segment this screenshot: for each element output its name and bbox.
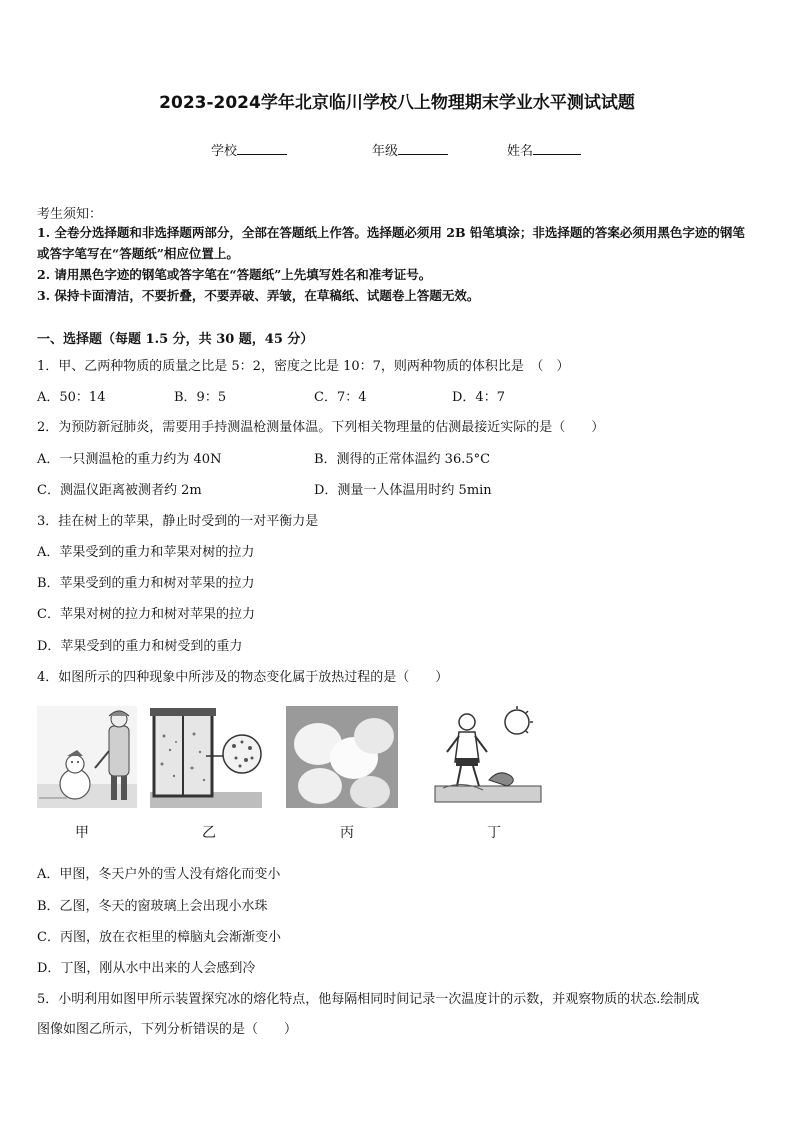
figure-snowman-image — [37, 706, 137, 808]
figure-label-ding: 丁 — [487, 825, 501, 841]
notice-item-2: 2. 请用黑色字迹的钢笔或答字笔在“答题纸”上先填写姓名和准考证号。 — [37, 267, 432, 282]
figure-label-jia: 甲 — [75, 825, 89, 841]
q2-option-b[interactable]: B．测得的正常体温约 36.5°C — [314, 452, 491, 467]
student-info-fields — [0, 140, 794, 160]
q4-option-b[interactable]: B．乙图，冬天的窗玻璃上会出现小水珠 — [37, 899, 268, 914]
name-label: 姓名 — [507, 144, 534, 159]
name-blank[interactable] — [533, 141, 581, 155]
question-5-stem-line-2: 图像如图乙所示，下列分析错误的是（ ） — [37, 1022, 298, 1037]
school-field[interactable] — [211, 140, 287, 159]
question-2-stem: 2．为预防新冠肺炎，需要用手持测温枪测量体温。下列相关物理量的估测最接近实际的是（ ） — [37, 420, 605, 435]
notice-item-3: 3. 保持卡面清洁，不要折叠，不要弄破、弄皱，在草稿纸、试题卷上答题无效。 — [37, 288, 480, 303]
q4-option-c[interactable]: C．丙图，放在衣柜里的樟脑丸会渐渐变小 — [37, 930, 281, 945]
notice-label: 考生须知： — [37, 207, 103, 222]
question-1-stem: 1．甲、乙两种物质的质量之比是 5：2，密度之比是 10：7，则两种物质的体积比是 （ ） — [37, 359, 570, 374]
figure-label-yi: 乙 — [202, 825, 216, 841]
question-3-stem: 3．挂在树上的苹果，静止时受到的一对平衡力是 — [37, 514, 319, 529]
figure-mothballs-image — [286, 706, 398, 808]
q1-option-a[interactable]: A．50：14 — [37, 390, 106, 405]
q3-option-b[interactable]: B．苹果受到的重力和树对苹果的拉力 — [37, 576, 255, 591]
q2-option-c[interactable]: C．测温仪距离被测者约 2m — [37, 483, 202, 498]
figure-window-image — [150, 706, 262, 808]
q2-option-d[interactable]: D．测量一人体温用时约 5min — [314, 483, 492, 498]
name-field[interactable] — [507, 140, 581, 159]
q2-option-a[interactable]: A．一只测温枪的重力约为 40N — [37, 452, 222, 467]
grade-blank[interactable] — [398, 141, 448, 155]
q1-option-d[interactable]: D．4：7 — [452, 390, 505, 405]
grade-label: 年级 — [372, 144, 399, 159]
section-title: 一、选择题（每题 1.5 分，共 30 题，45 分） — [37, 332, 314, 347]
q4-option-a[interactable]: A．甲图，冬天户外的雪人没有熔化而变小 — [37, 867, 281, 882]
q1-option-b[interactable]: B．9：5 — [174, 390, 227, 405]
question-4-stem: 4．如图所示的四种现象中所涉及的物态变化属于放热过程的是（ ） — [37, 670, 449, 685]
q3-option-a[interactable]: A．苹果受到的重力和苹果对树的拉力 — [37, 545, 255, 560]
school-blank[interactable] — [237, 141, 287, 155]
figure-label-bing: 丙 — [340, 825, 354, 841]
page-title: 2023-2024学年北京临川学校八上物理期末学业水平测试试题 — [159, 93, 635, 113]
notice-item-1: 1. 全卷分选择题和非选择题两部分，全部在答题纸上作答。选择题必须用 2B 铅笔填涂；非选择题的答案必须用黑色字迹的钢笔或答字笔写在“答题纸”相应位置上。 — [37, 225, 745, 261]
q4-option-d[interactable]: D．丁图，刚从水中出来的人会感到冷 — [37, 961, 256, 976]
figure-swimmer-image — [433, 706, 543, 808]
grade-field[interactable] — [372, 140, 448, 159]
question-5-stem-line-1: 5．小明利用如图甲所示装置探究冰的熔化特点，他每隔相同时间记录一次温度计的示数，并观察物质的状态.绘制成 — [37, 992, 700, 1007]
school-label: 学校 — [211, 144, 238, 159]
q3-option-c[interactable]: C．苹果对树的拉力和树对苹果的拉力 — [37, 607, 255, 622]
q1-option-c[interactable]: C．7：4 — [314, 390, 367, 405]
q3-option-d[interactable]: D．苹果受到的重力和树受到的重力 — [37, 639, 243, 654]
